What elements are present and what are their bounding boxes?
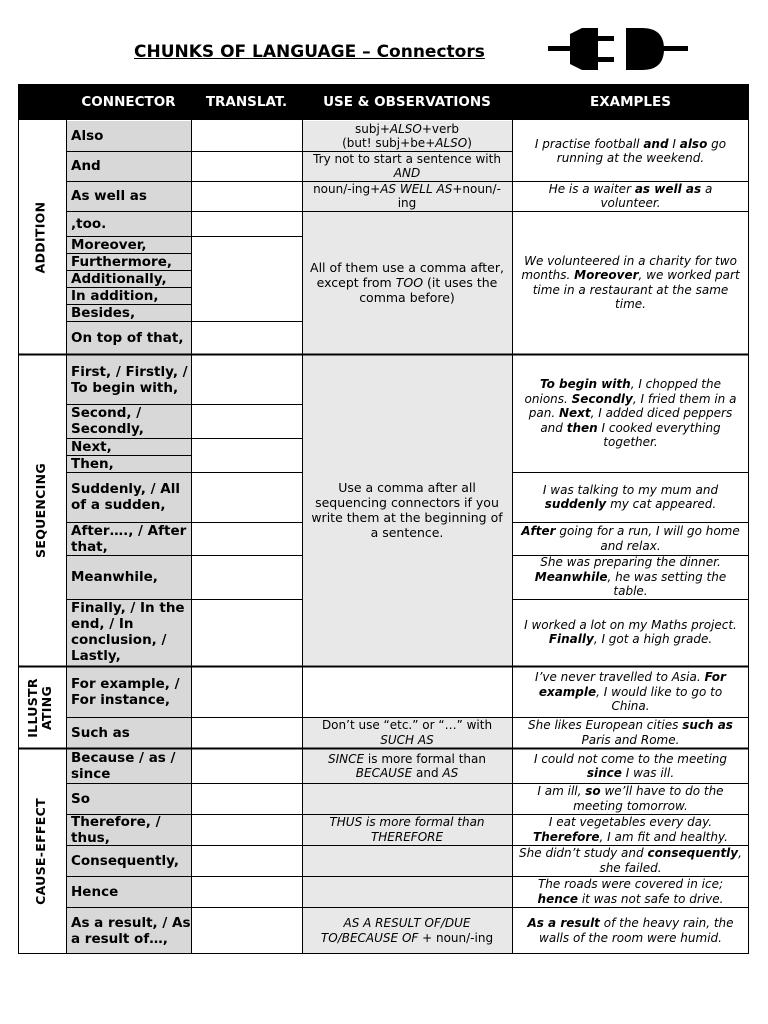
example-cell: I am ill, so we’ll have to do the meeting tomorrow. [537,784,724,813]
use-cell: noun/-ing+AS WELL AS+noun/-ing [313,181,501,210]
connector-cell: On top of that, [71,329,184,346]
connector-cell: Suddenly, / All of a sudden, [71,481,180,513]
use-cell: subj+ALSO+verb (but! subj+be+ALSO) [342,121,472,150]
example-cell: She was preparing the dinner. Meanwhile, he was setting the table. [534,555,727,599]
example-cell: I practise football and I also go running at the weekend. [534,136,727,165]
category-addition: ADDITION [32,201,48,274]
example-cell: I eat vegetables every day. Therefore, I am fit and healthy. [533,815,728,844]
connector-cell: So [71,790,90,807]
use-cell: Use a comma after all sequencing connectors if you write them at the beginning of a sentence. [311,480,503,540]
use-cell: AS A RESULT OF/DUE TO/BECAUSE OF + noun/-ing [320,916,494,945]
connector-cell: First, / Firstly, / To begin with, [71,363,188,396]
category-sequencing: SEQUENCING [32,463,48,558]
page-title: CHUNKS OF LANGUAGE – Connectors [134,42,485,62]
example-cell: We volunteered in a charity for two months. Moreover, we worked part time in a restaurant at the same time. [521,253,740,311]
connector-cell: Moreover, [71,236,147,253]
use-cell: THUS is more formal than THEREFORE [329,815,485,844]
example-cell: I could not come to the meeting since I was ill. [533,751,728,780]
connector-cell: Because / as / since [71,750,176,782]
connector-cell: For example, / For instance, [71,676,180,708]
example-cell: She didn’t study and consequently, she failed. [519,846,742,875]
connector-cell: Therefore, / thus, [71,813,161,846]
example-cell: To begin with, I chopped the onions. Secondly, I fried them in a pan. Next, I added diced peppers and then I cooked everything together. [524,377,737,450]
header-examples: EXAMPLES [590,94,671,110]
header-connector: CONNECTOR [81,94,176,110]
example-cell: She likes European cities such as Paris and Rome. [528,718,733,747]
example-cell: The roads were covered in ice; hence it was not safe to drive. [537,877,724,906]
connector-cell: Such as [71,724,130,741]
connector-cell: Second, / Secondly, [71,405,144,437]
connector-cell: As a result, / As a result of…, [71,914,191,947]
connector-cell: Then, [71,455,114,472]
header-use: USE & OBSERVATIONS [323,94,491,110]
category-illustrating: ILLUSTR ATING [25,677,55,738]
connector-cell: Hence [71,883,119,900]
header-translation: TRANSLAT. [205,94,288,110]
use-cell: Try not to start a sentence with AND [313,151,501,180]
use-cell: SINCE is more formal than BECAUSE and AS [328,751,486,780]
example-cell: I’ve never travelled to Asia. For example, I would like to go to China. [535,670,726,714]
connector-cell: Meanwhile, [71,569,158,585]
use-cell: All of them use a comma after, except from TOO (it uses the comma before) [310,260,504,305]
connector-cell: Additionally, [71,270,167,287]
connector-cell: Furthermore, [71,253,172,270]
connector-cell: And [71,158,101,174]
example-cell: I worked a lot on my Maths project. Finally, I got a high grade. [524,617,737,646]
connector-cell: Finally, / In the end, / In conclusion, / Lastly, [71,600,185,664]
connector-cell: In addition, [71,287,159,304]
example-cell: After going for a run, I will go home and relax. [521,524,740,553]
example-cell: As a result of the heavy rain, the walls of the room were humid. [527,916,734,945]
connector-cell: Next, [71,438,112,455]
connector-cell: After…., / After that, [71,522,187,555]
connector-cell: Besides, [71,304,136,321]
example-cell: He is a waiter as well as a volunteer. [548,181,713,210]
connector-cell: Consequently, [71,852,179,869]
category-cause-effect: CAUSE-EFFECT [32,798,48,905]
connector-cell: Also [71,128,104,144]
connector-cell: As well as [71,188,147,204]
example-cell: I was talking to my mum and suddenly my cat appeared. [542,482,719,511]
use-cell: Don’t use “etc.” or “…” with SUCH AS [321,718,493,747]
connector-cell: ,too. [71,215,107,232]
